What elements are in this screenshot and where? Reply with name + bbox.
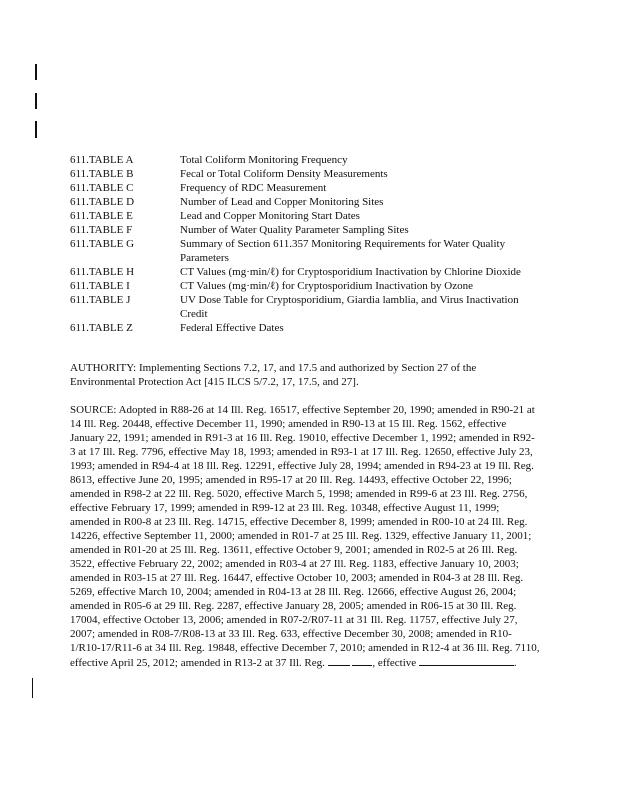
table-list-item <box>70 223 540 237</box>
change-bar <box>35 64 37 80</box>
source-text: SOURCE: Adopted in R88-26 at 14 Ill. Reg. 16517, effective September 20, 1990; amended in R90-21 at 14 Ill. Reg. 20448, effective December 11, 1990; amended in R90-13 at 15 Ill. Reg. 1562, effective January 22, 1991; amended in R91-3 at 16 Ill. Reg. 19010, effective December 1, 1992; amended in R92-3 at 17 Ill. Reg. 7796, effective May 18, 1993; amended in R93-1 at 17 Ill. Reg. 12650, effective July 23, 1993; amended in R94-4 at 18 Ill. Reg. 12291, effective July 28, 1994; amended in R94-23 at 19 Ill. Reg. 8613, effective June 20, 1995; amended in R95-17 at 20 Ill. Reg. 14493, effective October 22, 1996; amended in R98-2 at 22 Ill. Reg. 5020, effective March 5, 1998; amended in R99-6 at 23 Ill. Reg. 2756, effective February 17, 1999; amended in R99-12 at 23 Ill. Reg. 10348, effective August 11, 1999; amended in R00-8 at 23 Ill. Reg. 14715, effective December 8, 1999; amended in R00-10 at 24 Ill. Reg. 14226, effective September 11, 2000; amended in R01-7 at 25 Ill. Reg. 1329, effective January 11, 2001; amended in R01-20 at 25 Ill. Reg. 13611, effective October 9, 2001; amended in R02-5 at 26 Ill. Reg. 3522, effective February 22, 2002; amended in R03-4 at 27 Ill. Reg. 1183, effective January 10, 2003; amended in R03-15 at 27 Ill. Reg. 16447, effective October 10, 2003; amended in R04-3 at 28 Ill. Reg. 5269, effective March 10, 2004; amended in R04-13 at 28 Ill. Reg. 12666, effective August 26, 2004; amended in R05-6 at 29 Ill. Reg. 2287, effective January 28, 2005; amended in R06-15 at 30 Ill. Reg. 17004, effective October 13, 2006; amended in R07-2/R07-11 at 31 Ill. Reg. 11757, effective July 27, 2007; amended in R08-7/R08-13 at 33 Ill. Reg. 633, effective December 30, 2008; amended in R10-1/R10-17/R11-6 at 34 Ill. Reg. 19848, effective December 7, 2010; amended in R12-4 at 36 Ill. Reg. 7110, effective April 25, 2012; amended in R13-2 at 37 Ill. Reg. <box>70 404 540 669</box>
table-list-item <box>70 265 540 279</box>
table-description: CT Values (mg·min/ℓ) for Cryptosporidium Inactivation by Ozone <box>180 280 473 292</box>
table-code: 611.TABLE J <box>70 294 131 306</box>
source-end: . <box>513 657 517 669</box>
table-description: Frequency of RDC Measurement <box>180 182 327 194</box>
table-description: Fecal or Total Coliform Density Measurements <box>180 168 388 180</box>
authority-paragraph: AUTHORITY: Implementing Sections 7.2, 17, and 17.5 and authorized by Section 27 of the Environmental Protection Act [415 ILCS 5/7.2, 17, 17.5, and 27]. <box>70 362 477 388</box>
table-description: CT Values (mg·min/ℓ) for Cryptosporidium Inactivation by Chlorine Dioxide <box>180 266 521 278</box>
source-paragraph <box>70 403 540 670</box>
table-code: 611.TABLE E <box>70 210 133 222</box>
table-description: UV Dose Table for Cryptosporidium, Giardia lamblia, and Virus Inactivation Credit <box>180 294 519 320</box>
blank-line <box>328 655 350 666</box>
table-code: 611.TABLE I <box>70 280 130 292</box>
table-list-item <box>70 167 540 181</box>
table-list-item <box>70 195 540 209</box>
table-description: Number of Lead and Copper Monitoring Sites <box>180 196 384 208</box>
table-code: 611.TABLE F <box>70 224 133 236</box>
table-list-item <box>70 237 540 265</box>
table-code: 611.TABLE Z <box>70 322 133 334</box>
table-description: Lead and Copper Monitoring Start Dates <box>180 210 360 222</box>
table-code: 611.TABLE G <box>70 238 135 250</box>
table-code: 611.TABLE C <box>70 182 134 194</box>
table-description: Federal Effective Dates <box>180 322 284 334</box>
blank-line <box>352 655 372 666</box>
table-description: Number of Water Quality Parameter Sampling Sites <box>180 224 409 236</box>
blank-line <box>419 655 514 666</box>
table-list-item <box>70 293 540 321</box>
table-list-item <box>70 181 540 195</box>
table-list-item <box>70 279 540 293</box>
table-list-item <box>70 153 540 167</box>
change-bar <box>32 678 33 698</box>
table-description: Total Coliform Monitoring Frequency <box>180 154 348 166</box>
table-list-item <box>70 209 540 223</box>
change-bar <box>35 93 37 109</box>
change-bar <box>35 121 37 138</box>
source-effective: , effective <box>372 657 417 669</box>
table-code: 611.TABLE B <box>70 168 134 180</box>
table-code: 611.TABLE A <box>70 154 134 166</box>
table-list-item <box>70 321 540 335</box>
table-code: 611.TABLE H <box>70 266 135 278</box>
table-code: 611.TABLE D <box>70 196 135 208</box>
table-list <box>70 153 540 335</box>
table-description: Summary of Section 611.357 Monitoring Requirements for Water Quality Parameters <box>180 238 506 264</box>
